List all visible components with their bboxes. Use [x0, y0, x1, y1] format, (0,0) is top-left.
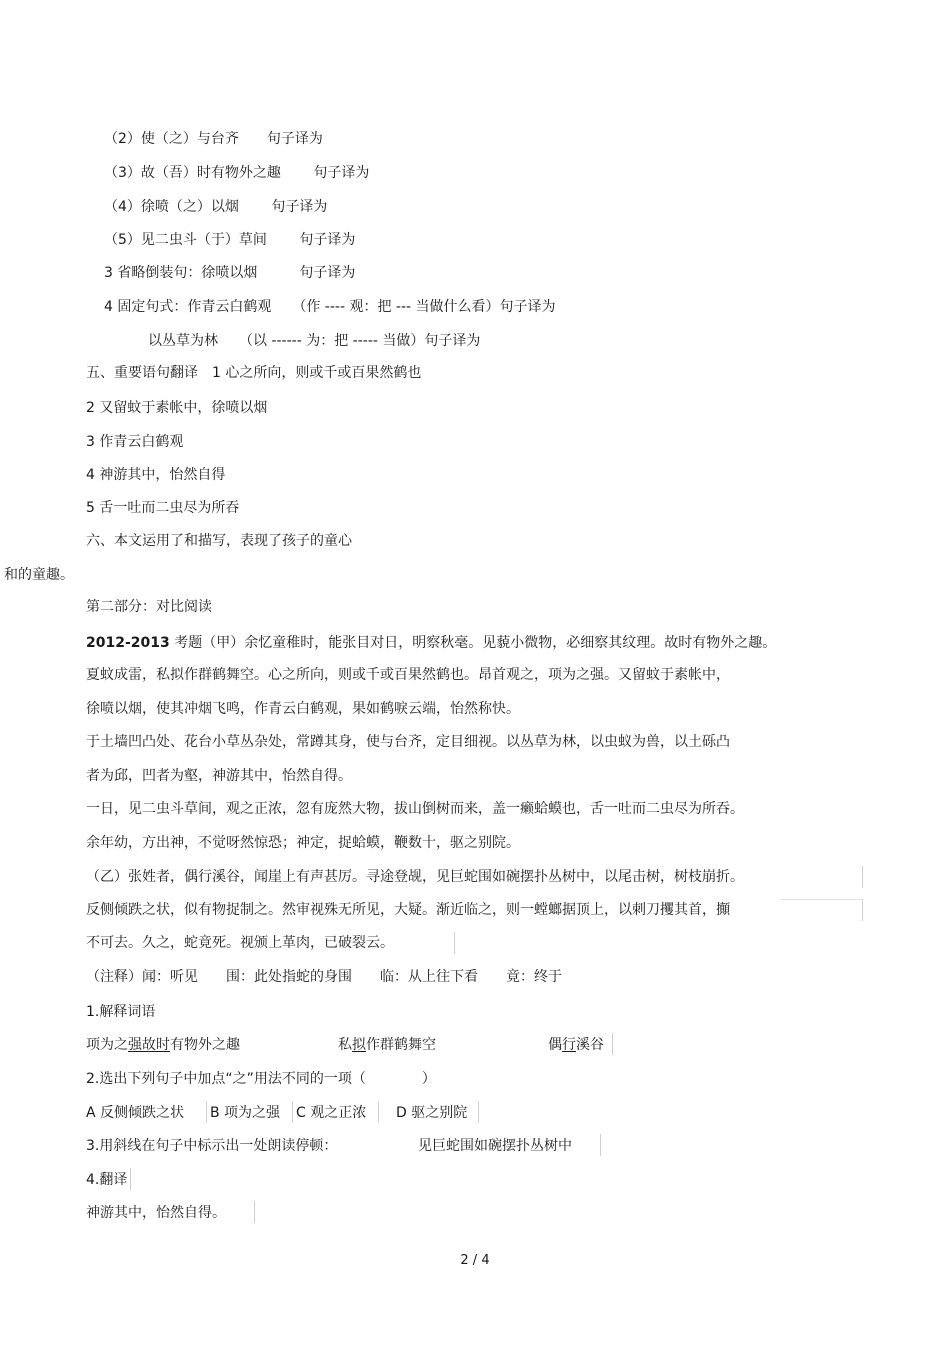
question-1-title: 1.解释词语	[86, 1004, 156, 1020]
q1c-word-xing: 行	[562, 1037, 576, 1053]
divider	[478, 1101, 479, 1123]
passage-jia-line-5: 者为邱，凹者为壑，神游其中，怡然自得。	[86, 768, 352, 784]
passage-jia-line-7: 余年幼，方出神，不觉呀然惊恐；神定，捉蛤蟆，鞭数十，驱之别院。	[86, 835, 520, 851]
line-l2: （3）故（吾）时有物外之趣 句子译为	[104, 165, 370, 181]
q1c-prefix: 偶	[548, 1037, 562, 1053]
divider	[780, 899, 862, 900]
question-4-sentence: 神游其中，怡然自得。	[86, 1205, 226, 1221]
line-l1: （2）使（之）与台齐 句子译为	[104, 131, 323, 147]
divider	[454, 932, 455, 954]
divider	[612, 1033, 613, 1055]
divider	[130, 1168, 131, 1190]
line-l10: 3 作青云白鹤观	[86, 434, 184, 450]
question-2-title: 2.选出下列句子中加点“之”用法不同的一项（ ）	[86, 1071, 436, 1087]
passage-jia-line-3: 徐喷以烟，使其冲烟飞鸣，作青云白鹤观，果如鹤唳云端，怡然称快。	[86, 701, 520, 717]
q1a-prefix: 项为之	[86, 1037, 128, 1053]
passage-jia-line-4: 于土墙凹凸处、花台小草丛杂处，常蹲其身，使与台齐，定目细视。以丛草为林，以虫蚁为兽，以土砾凸	[86, 734, 730, 750]
passage-jia-line-1	[86, 634, 776, 652]
q1a-word-qiang: 强	[128, 1037, 142, 1053]
question-1-item-b	[338, 1036, 436, 1054]
page-number: 2 / 4	[460, 1253, 490, 1268]
question-2-option-b: B 项为之强	[210, 1105, 281, 1121]
q1b-rest: 作群鹤舞空	[366, 1037, 436, 1053]
line-l7: 以丛草为林 （以 ------ 为：把 ----- 当做）句子译为	[148, 333, 481, 349]
question-4-title: 4.翻译	[86, 1172, 128, 1188]
question-2-option-a: A 反侧倾跌之状	[86, 1105, 185, 1121]
divider	[600, 1134, 601, 1156]
divider	[862, 866, 863, 888]
q1a-word-gu: 故	[142, 1037, 156, 1053]
passage-yi-line-3: 不可去。久之，蛇竟死。视颁上革肉，已破裂云。	[86, 935, 394, 951]
divider	[378, 1101, 379, 1123]
question-2-option-d: D 驱之别院	[396, 1105, 468, 1121]
line-l14: 和的童趣。	[4, 567, 74, 583]
line-l4: （5）见二虫斗（于）草间 句子译为	[104, 232, 356, 248]
annotation-line: （注释）闻：听见 围：此处指蛇的身围 临：从上往下看 竟：终于	[86, 969, 562, 985]
line-l3: （4）徐喷（之）以烟 句子译为	[104, 199, 328, 215]
question-1-item-a	[86, 1036, 240, 1054]
line-l6: 4 固定句式：作青云白鹤观 （作 ---- 观：把 --- 当做什么看）句子译为	[104, 299, 556, 315]
q1b-word-ni: 拟	[352, 1037, 366, 1053]
q1c-rest: 溪谷	[576, 1037, 604, 1053]
divider	[206, 1101, 207, 1123]
question-3-sentence: 见巨蛇围如碗摆扑丛树中	[418, 1138, 572, 1154]
passage-jia-text: 考题（甲）余忆童稚时，能张目对日，明察秋毫。见藐小微物，必细察其纹理。故时有物外之趣。	[169, 635, 777, 651]
divider	[254, 1201, 255, 1223]
question-3-title: 3.用斜线在句子中标示出一处朗读停顿：	[86, 1138, 338, 1154]
part-two-heading: 第二部分：对比阅读	[86, 599, 212, 615]
q1a-word-shi: 时	[156, 1037, 170, 1053]
passage-yi-line-2: 反侧倾跌之状，似有物捉制之。然审视殊无所见，大疑。渐近临之，则一螳螂据顶上，以刺刀攫其首，攧	[86, 902, 730, 918]
q1b-prefix: 私	[338, 1037, 352, 1053]
passage-yi-line-1: （乙）张姓者，偶行溪谷，闻崖上有声甚厉。寻途登觇，见巨蛇围如碗摆扑丛树中，以尾击树，树枝崩折。	[86, 869, 744, 885]
line-l5: 3 省略倒装句：徐喷以烟 句子译为	[104, 265, 356, 281]
question-1-item-c	[548, 1036, 604, 1054]
line-l12: 5 舌一吐而二虫尽为所吞	[86, 500, 240, 516]
line-l11: 4 神游其中，怡然自得	[86, 467, 226, 483]
passage-jia-line-6: 一日，见二虫斗草间，观之正浓，忽有庞然大物，拔山倒树而来，盖一癞蛤蟆也，舌一吐而二虫尽为所吞。	[86, 801, 744, 817]
section-six-heading: 六、本文运用了和描写，表现了孩子的童心	[86, 533, 352, 549]
passage-jia-line-2: 夏蚊成雷，私拟作群鹤舞空。心之所向，则或千或百果然鹤也。昂首观之，项为之强。又留蚊于素帐中，	[86, 667, 730, 683]
q1a-rest: 有物外之趣	[170, 1037, 240, 1053]
question-2-option-c: C 观之正浓	[296, 1105, 367, 1121]
line-l9: 2 又留蚊于素帐中，徐喷以烟	[86, 400, 268, 416]
section-five-heading: 五、重要语句翻译 1 心之所向，则或千或百果然鹤也	[86, 365, 422, 381]
divider	[862, 899, 863, 921]
exam-year: 2012-2013	[86, 635, 170, 651]
divider	[292, 1101, 293, 1123]
